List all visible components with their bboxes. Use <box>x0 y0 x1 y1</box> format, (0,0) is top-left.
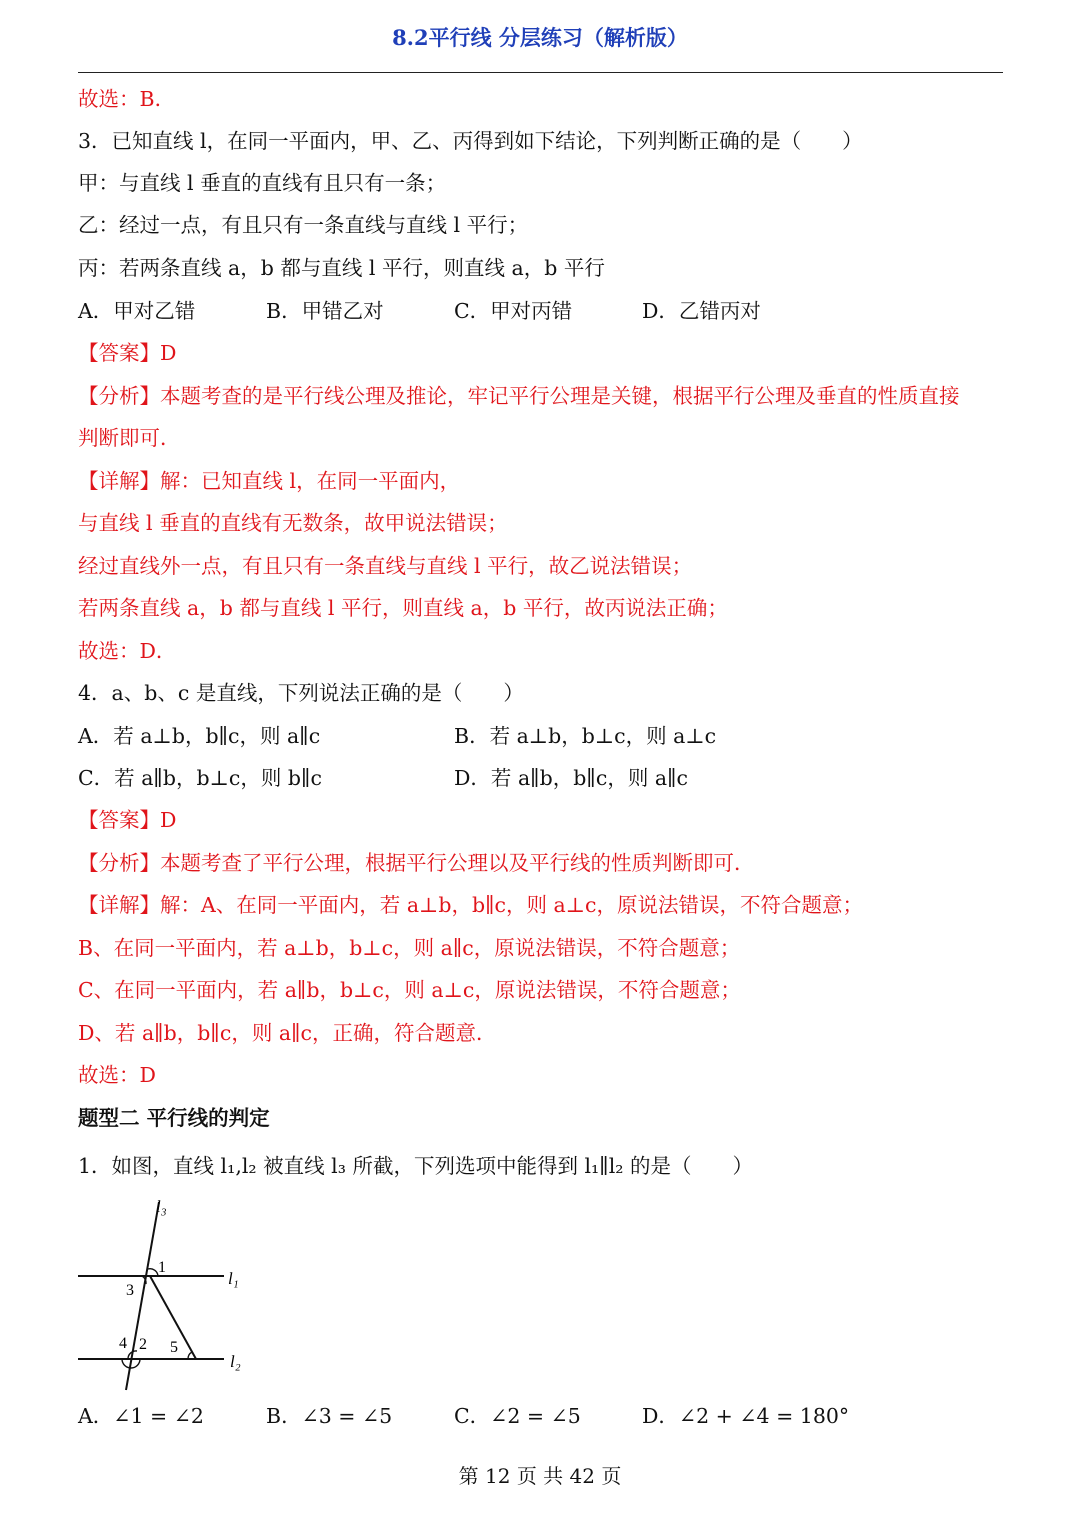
option-c: C．甲对丙错 <box>454 299 573 323</box>
analysis-line: 【分析】本题考查了平行公理，根据平行公理以及平行线的性质判断即可． <box>78 851 755 875</box>
detail-line: B、在同一平面内，若 a⊥b，b⊥c，则 a∥c，原说法错误，不符合题意； <box>78 936 741 960</box>
detail-line: 【详解】解：已知直线 l，在同一平面内， <box>78 469 461 493</box>
statement-yi: 乙：经过一点，有且只有一条直线与直线 l 平行； <box>78 213 529 237</box>
figure-label: l₁ <box>228 1269 239 1288</box>
header-divider <box>78 72 1003 73</box>
option-a: A．∠1 = ∠2 <box>78 1404 204 1428</box>
detail-line: 【详解】解：A、在同一平面内，若 a⊥b，b∥c，则 a⊥c，原说法错误，不符合题意； <box>78 893 864 917</box>
option-b: B．甲错乙对 <box>266 299 384 323</box>
conclusion-line: 故选：B． <box>78 87 176 111</box>
answer-line: 【答案】D <box>78 341 177 365</box>
option-c: C．∠2 = ∠5 <box>454 1404 581 1428</box>
answer-line: 【答案】D <box>78 808 177 832</box>
page-footer: 第 12 页 共 42 页 <box>458 1464 622 1488</box>
option-b: B．若 a⊥b，b⊥c，则 a⊥c <box>454 724 717 748</box>
statement-jia: 甲：与直线 l 垂直的直线有且只有一条； <box>78 171 447 195</box>
question-4-stem: 4．a、b、c 是直线，下列说法正确的是（ ） <box>78 681 524 705</box>
analysis-line: 判断即可． <box>78 426 181 450</box>
statement-bing: 丙：若两条直线 a，b 都与直线 l 平行，则直线 a，b 平行 <box>78 256 605 280</box>
conclusion-line: 故选：D． <box>78 639 177 663</box>
page-header-title: 8.2平行线 分层练习（解析版） <box>392 25 688 50</box>
option-a: A．若 a⊥b，b∥c，则 a∥c <box>78 724 321 748</box>
detail-line: D、若 a∥b，b∥c，则 a∥c，正确，符合题意． <box>78 1021 497 1045</box>
figure-label: 3 <box>126 1282 134 1299</box>
option-b: B．∠3 = ∠5 <box>266 1404 393 1428</box>
option-c: C．若 a∥b，b⊥c，则 b∥c <box>78 766 322 790</box>
angle-arc <box>188 1352 192 1359</box>
parallel-lines-figure <box>70 1192 260 1397</box>
conclusion-line: 故选：D <box>78 1063 156 1087</box>
option-d: D．乙错丙对 <box>642 299 761 323</box>
figure-label: 2 <box>139 1336 147 1353</box>
detail-line: 经过直线外一点，有且只有一条直线与直线 l 平行，故乙说法错误； <box>78 554 693 578</box>
option-d: D．若 a∥b，b∥c，则 a∥c <box>454 766 689 790</box>
angle-arc <box>148 1269 158 1276</box>
detail-line: C、在同一平面内，若 a∥b，b⊥c，则 a⊥c，原说法错误，不符合题意； <box>78 978 741 1002</box>
figure-label: 1 <box>158 1259 166 1276</box>
figure-label: 5 <box>170 1339 178 1356</box>
figure-label: 4 <box>119 1335 127 1352</box>
detail-line: 若两条直线 a，b 都与直线 l 平行，则直线 a，b 平行，故丙说法正确； <box>78 596 728 620</box>
figure-label: l₂ <box>230 1352 241 1371</box>
option-d: D．∠2 + ∠4 = 180° <box>642 1404 850 1428</box>
question-1-stem: 1．如图，直线 l₁,l₂ 被直线 l₃ 所截，下列选项中能得到 l₁∥l₂ 的是（ ） <box>78 1154 753 1178</box>
figure-label: l₃ <box>156 1197 167 1216</box>
analysis-line: 【分析】本题考查的是平行线公理及推论，牢记平行公理是关键，根据平行公理及垂直的性质直接 <box>78 384 960 408</box>
detail-line: 与直线 l 垂直的直线有无数条，故甲说法错误； <box>78 511 508 535</box>
section-heading: 题型二 平行线的判定 <box>78 1106 270 1130</box>
question-3-stem: 3．已知直线 l，在同一平面内，甲、乙、丙得到如下结论，下列判断正确的是（ ） <box>78 129 863 153</box>
option-a: A．甲对乙错 <box>78 299 196 323</box>
